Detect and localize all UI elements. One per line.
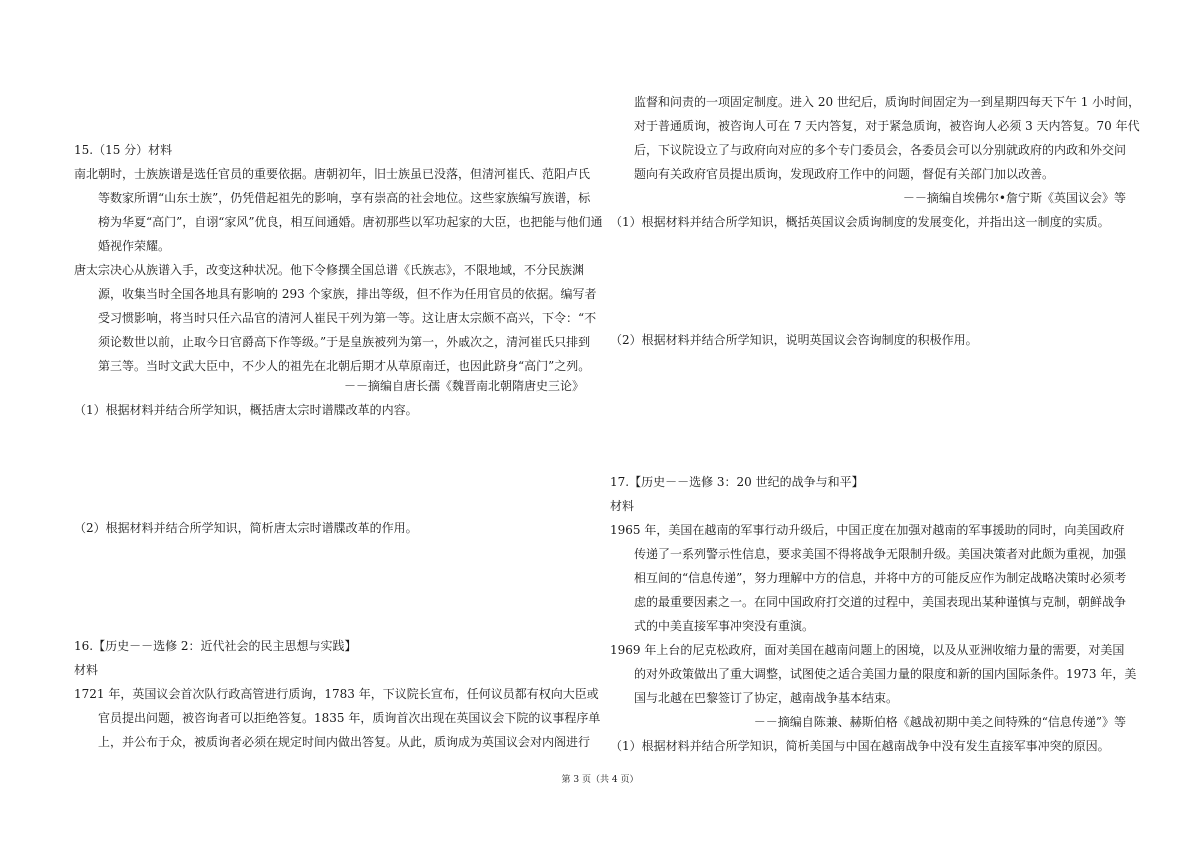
page-footer: 第 3 页（共 4 页）	[561, 775, 639, 785]
text-line: 源，收集当时全国各地具有影响的 293 个家族，排出等级，但不作为任用官员的依据。编写者	[98, 287, 597, 301]
text-line: 题向有关政府官员提出质询，发现政府工作中的问题，督促有关部门加以改善。	[634, 167, 1055, 181]
text-line: 虑的最重要因素之一。在同中国政府打交道的过程中，美国表现出某种谨慎与克制，朝鲜战争	[634, 595, 1127, 609]
text-line: 后，下议院设立了与政府向对应的多个专门委员会，各委员会可以分别就政府的内政和外交问	[634, 143, 1127, 157]
q15-source: －－摘编自唐长孺《魏晋南北朝隋唐史三论》	[343, 379, 584, 393]
text-line: 相互间的“信息传递”，努力理解中方的信息，并将中方的可能反应作为制定战略决策时必须考	[634, 571, 1127, 585]
q15-subquestion-1: （1）根据材料并结合所学知识，概括唐太宗时谱牒改革的内容。	[74, 403, 418, 417]
q16-paragraph-1-continued	[610, 90, 1140, 186]
text-line: 国与北越在巴黎签订了协定，越南战争基本结束。	[634, 691, 899, 705]
text-line: 官员提出问题，被咨询者可以拒绝答复。1835 年，质询首次出现在英国议会下院的议事程序单	[98, 711, 601, 725]
text-line: 婚视作荣耀。	[98, 239, 171, 253]
q15-subquestion-2: （2）根据材料并结合所学知识，简析唐太宗时谱牒改革的作用。	[74, 521, 418, 535]
q17-paragraph-2	[610, 638, 1136, 710]
q16-source: －－摘编自埃佛尔•詹宁斯《英国议会》等	[902, 191, 1126, 205]
q16-material-label: 材料	[74, 663, 99, 677]
text-line: 上，并公布于众，被质询者必须在规定时间内做出答复。从此，质询成为英国议会对内阁进行	[98, 735, 591, 749]
text-line: 第三等。当时文武大臣中，不少人的祖先在北朝后期才从草原南迁，也因此跻身“高门”之列。	[98, 359, 591, 373]
text-line: 1965 年，美国在越南的军事行动升级后，中国正度在加强对越南的军事援助的同时，向美国政府	[610, 523, 1125, 537]
q15-paragraph-2	[74, 258, 597, 378]
text-line: 1721 年，英国议会首次队行政高管进行质询，1783 年，下议院长宣布，任何议员都有权向大臣或	[74, 687, 599, 701]
text-line: 南北朝时，士族族谱是选任官员的重要依据。唐朝初年，旧士族虽已没落，但清河崔氏、范阳卢氏	[74, 167, 591, 181]
text-line: 的对外政策做出了重大调整，试图使之适合美国力量的限度和新的国内国际条件。1973 年，美	[634, 667, 1137, 681]
q16-title: 16.【历史－－选修 2：近代社会的民主思想与实践】	[74, 639, 357, 653]
text-line: 唐太宗决心从族谱入手，改变这种状况。他下令修撰全国总谱《氏族志》，不限地域，不分民族渊	[74, 263, 585, 277]
q17-material-label: 材料	[610, 499, 635, 513]
q17-title: 17.【历史－－选修 3：20 世纪的战争与和平】	[610, 475, 864, 489]
text-line: 对于普通质询，被咨询人可在 7 天内答复，对于紧急质询，被咨询人必须 3 天内答复。70 年代	[634, 119, 1140, 133]
text-line: 榜为华夏“高门”，自诩“家风”优良，相互间通婚。唐初那些以军功起家的大臣，也把能与他们通	[98, 215, 603, 229]
q17-subquestion-1: （1）根据材料并结合所学知识，简析美国与中国在越南战争中没有发生直接军事冲突的原因。	[610, 739, 1110, 753]
q16-subquestion-2: （2）根据材料并结合所学知识，说明英国议会咨询制度的积极作用。	[610, 333, 978, 347]
text-line: 监督和问责的一项固定制度。进入 20 世纪后，质询时间固定为一到星期四每天下午 1 小时间，	[634, 95, 1141, 109]
text-line: 受习惯影响，将当时只任六品官的清河人崔民干列为第一等。这让唐太宗颇不高兴，下令：“不	[98, 311, 597, 325]
q15-title: 15.（15 分）材料	[74, 143, 173, 157]
text-line: 须论数世以前，止取今日官爵高下作等级。”于是皇族被列为第一，外戚次之，清河崔氏只排到	[98, 335, 591, 349]
text-line: 1969 年上台的尼克松政府，面对美国在越南问题上的困境，以及从亚洲收缩力量的需要，对美国	[610, 643, 1125, 657]
q17-paragraph-1	[610, 518, 1126, 638]
q16-subquestion-1: （1）根据材料并结合所学知识，概括英国议会质询制度的发展变化，并指出这一制度的实质。	[610, 215, 1110, 229]
q17-source: －－摘编自陈兼、赫斯伯格《越战初期中美之间特殊的“信息传递”》等	[753, 715, 1126, 729]
text-line: 传递了一系列警示性信息，要求美国不得将战争无限制升级。美国决策者对此颇为重视，加强	[634, 547, 1127, 561]
q16-paragraph-1	[74, 682, 600, 754]
text-line: 等数家所谓“山东士族”，仍凭借起祖先的影响，享有崇高的社会地位。这些家族编写族谱，标	[98, 191, 591, 205]
text-line: 式的中美直接军事冲突没有重演。	[634, 619, 815, 633]
q15-paragraph-1	[74, 162, 603, 258]
